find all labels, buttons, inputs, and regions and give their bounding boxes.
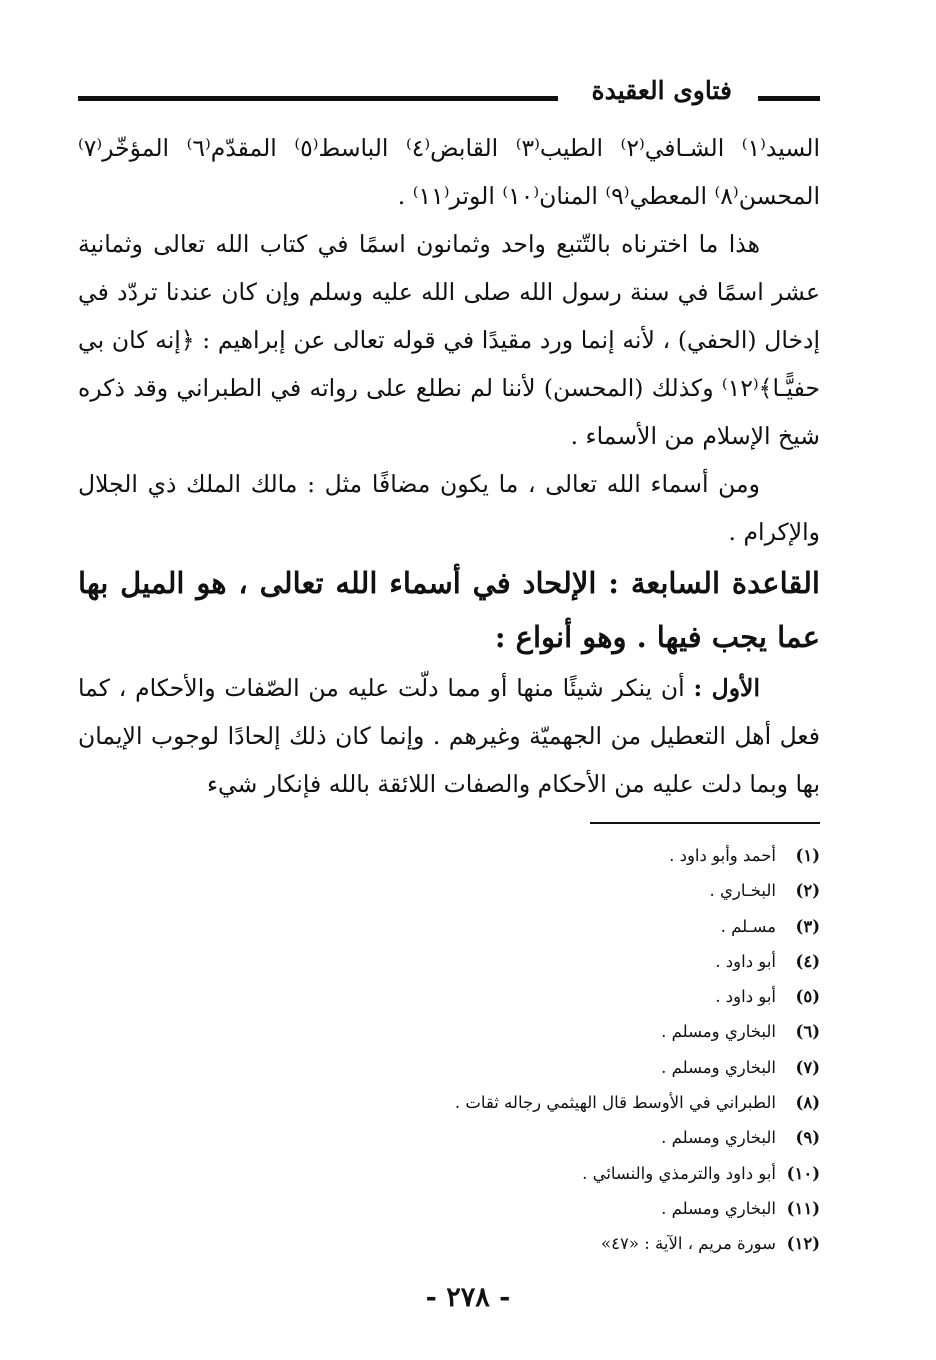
page-number: - ٢٧٨ - bbox=[425, 1282, 511, 1313]
footnote-text: البخاري ومسلم . bbox=[661, 1057, 776, 1077]
header-rule-left bbox=[78, 96, 558, 101]
footnote-text: الطبراني في الأوسط قال الهيثمي رجاله ثقات . bbox=[454, 1093, 776, 1113]
footnote-text: البخاري ومسلم . bbox=[661, 1198, 776, 1218]
main-text bbox=[78, 124, 820, 808]
footnote-item bbox=[78, 1014, 820, 1049]
footnote-text: أبو داود . bbox=[715, 987, 776, 1007]
footnote-item bbox=[78, 1050, 820, 1085]
footnote-item bbox=[78, 1120, 820, 1155]
footnote-item bbox=[78, 1156, 820, 1191]
footnote-number: (٤) bbox=[795, 951, 820, 971]
footnote-number: (١) bbox=[795, 846, 820, 865]
footnote-number: (٥) bbox=[795, 987, 820, 1007]
footnote-text: أحمد وأبو داود . bbox=[669, 846, 776, 865]
footnote-item bbox=[78, 1226, 820, 1261]
footnote-text: البخـاري . bbox=[709, 881, 776, 901]
footnotes-list bbox=[78, 838, 820, 1262]
footnote-item bbox=[78, 944, 820, 979]
paragraph-names-list: السيد⁽١⁾ الشـافي⁽٢⁾ الطيب⁽٣⁾ القابض⁽٤⁾ الباسط⁽٥⁾ المقدّم⁽٦⁾ المؤخّر⁽٧⁾ المحسن⁽٨⁾ المعطي⁽٩⁾ المنان⁽١٠⁾ الوتر⁽١١⁾ . bbox=[78, 134, 820, 210]
footnote-text: مسـلم . bbox=[720, 916, 776, 936]
footnote-number: (٩) bbox=[795, 1128, 820, 1148]
running-header bbox=[78, 74, 820, 114]
footnote-item bbox=[78, 979, 820, 1014]
footnote-number: (١٢) bbox=[786, 1234, 820, 1254]
footnote-text: أبو داود . bbox=[715, 951, 776, 971]
header-rule-right bbox=[758, 96, 820, 101]
rule-seven-heading: القاعدة السابعة : الإلحاد في أسماء الله تعالى ، هو الميل بها عما يجب فيها . وهو أنواع : bbox=[78, 566, 820, 654]
footnote-item bbox=[78, 1085, 820, 1120]
footnote-number: (١٠) bbox=[786, 1163, 820, 1183]
footnote-text: البخاري ومسلم . bbox=[661, 1128, 776, 1148]
footnote-number: (١١) bbox=[786, 1198, 820, 1218]
footnote-number: (٢) bbox=[795, 881, 820, 901]
paragraph-compound-names: ومن أسماء الله تعالى ، ما يكون مضافًا مثل : مالك الملك ذي الجلال والإكرام . bbox=[78, 470, 820, 546]
paragraph-selection: هذا ما اخترناه بالتّتبع واحد وثمانون اسمًا في كتاب الله تعالى وثمانية عشر اسمًا في سنة رسول الله صلى الله عليه وسلم وإن كان عندنا تردّد في إدخال (الحفي) ، لأنه إنما ورد مقيدًا في قوله تعالى عن إبراهيم : ﴿إنه كان بي حفيًّـا﴾⁽١٢⁾ وكذلك (المحسن) لأننا لم نطلع على رواته في الطبراني وقد ذكره شيخ الإسلام من الأسماء . bbox=[78, 230, 820, 450]
header-title: فتاوى العقيدة bbox=[591, 76, 732, 105]
footnote-number: (٣) bbox=[795, 916, 820, 936]
footnote-text: البخاري ومسلم . bbox=[661, 1022, 776, 1042]
footnote-item bbox=[78, 909, 820, 944]
first-type-text: أن ينكر شيئًا منها أو مما دلّت عليه من الصّفات والأحكام ، كما فعل أهل التعطيل من الجهميّة وغيرهم . وإنما كان ذلك إلحادًا لوجوب الإيمان بها وبما دلت عليه من الأحكام والصفات اللائقة بالله فإنكار شيء bbox=[78, 674, 820, 798]
footnote-separator bbox=[590, 822, 820, 824]
paragraph-first-type bbox=[78, 664, 820, 808]
footnote-text: سورة مريم ، الآية : «٤٧» bbox=[601, 1234, 776, 1254]
first-type-label: الأول : bbox=[693, 674, 760, 702]
footnote-item bbox=[78, 873, 820, 908]
footnote-item bbox=[78, 1191, 820, 1226]
footnote-number: (٦) bbox=[795, 1022, 820, 1042]
footnote-number: (٨) bbox=[795, 1093, 820, 1113]
footnote-item bbox=[78, 838, 820, 873]
footnote-number: (٧) bbox=[795, 1057, 820, 1077]
footnote-text: أبو داود والترمذي والنسائي . bbox=[582, 1163, 776, 1183]
